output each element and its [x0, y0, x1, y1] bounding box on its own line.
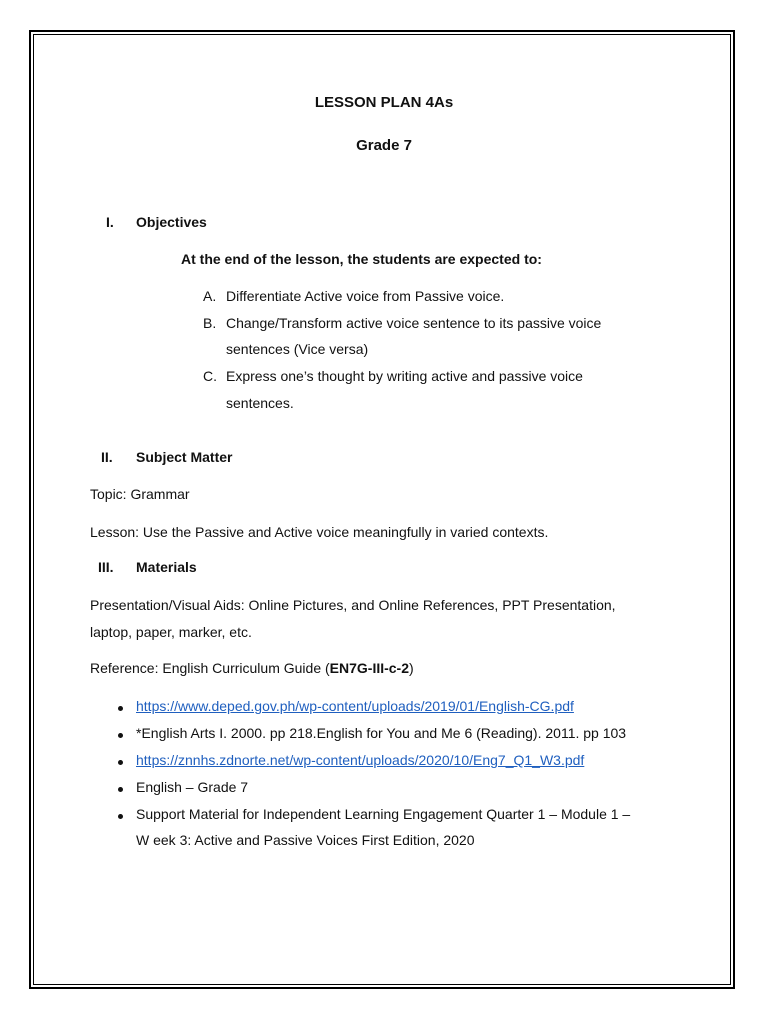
bullet-icon: [118, 706, 123, 711]
objective-text: Differentiate Active voice from Passive voice.: [226, 288, 505, 304]
objectives-heading: [106, 214, 207, 230]
objective-item-b-continuation: sentences (Vice versa): [226, 341, 369, 357]
objective-item-a: [203, 288, 504, 304]
subject-matter-numeral: II.: [101, 449, 113, 465]
subject-matter-heading: [101, 449, 232, 465]
objective-text: Express one’s thought by writing active and passive voice: [226, 368, 583, 384]
materials-heading: [98, 559, 197, 575]
grade-label: Grade 7: [356, 137, 412, 154]
objective-letter: A.: [203, 288, 217, 304]
lesson-line: Lesson: Use the Passive and Active voice meaningfully in varied contexts.: [90, 524, 549, 540]
objective-letter: C.: [203, 368, 217, 384]
reference-link-deped[interactable]: https://www.deped.gov.ph/wp-content/uploads/2019/01/English-CG.pdf: [136, 698, 574, 714]
objectives-title: Objectives: [136, 214, 207, 230]
visual-aids-line-2: laptop, paper, marker, etc.: [90, 624, 252, 640]
document-title: LESSON PLAN 4As: [314, 94, 454, 111]
reference-link-znnhs[interactable]: https://znnhs.zdnorte.net/wp-content/uploads/2020/10/Eng7_Q1_W3.pdf: [136, 752, 585, 768]
reference-suffix: ): [409, 660, 414, 676]
topic-line: Topic: Grammar: [90, 486, 190, 502]
objectives-lead: At the end of the lesson, the students are expected to:: [181, 251, 542, 267]
bullet-icon: [118, 733, 123, 738]
materials-numeral: III.: [98, 559, 114, 575]
reference-english-grade: English – Grade 7: [136, 779, 249, 795]
bullet-icon: [118, 814, 123, 819]
objectives-numeral: I.: [106, 214, 114, 230]
subject-matter-title: Subject Matter: [136, 449, 233, 465]
bullet-icon: [118, 760, 123, 765]
reference-code: EN7G-III-c-2: [329, 660, 410, 676]
materials-title: Materials: [136, 559, 197, 575]
objective-item-c-continuation: sentences.: [226, 395, 294, 411]
objective-item-c: [203, 368, 583, 384]
visual-aids-line-1: Presentation/Visual Aids: Online Pictures, and Online References, PPT Presentation,: [90, 597, 616, 613]
objective-text: Change/Transform active voice sentence to its passive voice: [226, 315, 602, 331]
bullet-icon: [118, 787, 123, 792]
reference-support-material-continuation: W eek 3: Active and Passive Voices First Edition, 2020: [136, 832, 475, 848]
reference-english-arts: *English Arts I. 2000. pp 218.English for You and Me 6 (Reading). 2011. pp 103: [136, 725, 627, 741]
reference-prefix: Reference: English Curriculum Guide (: [90, 660, 330, 676]
objective-item-b: [203, 315, 601, 331]
objective-letter: B.: [203, 315, 217, 331]
reference-support-material: Support Material for Independent Learning Engagement Quarter 1 – Module 1 –: [136, 806, 631, 822]
reference-line: [90, 660, 414, 676]
